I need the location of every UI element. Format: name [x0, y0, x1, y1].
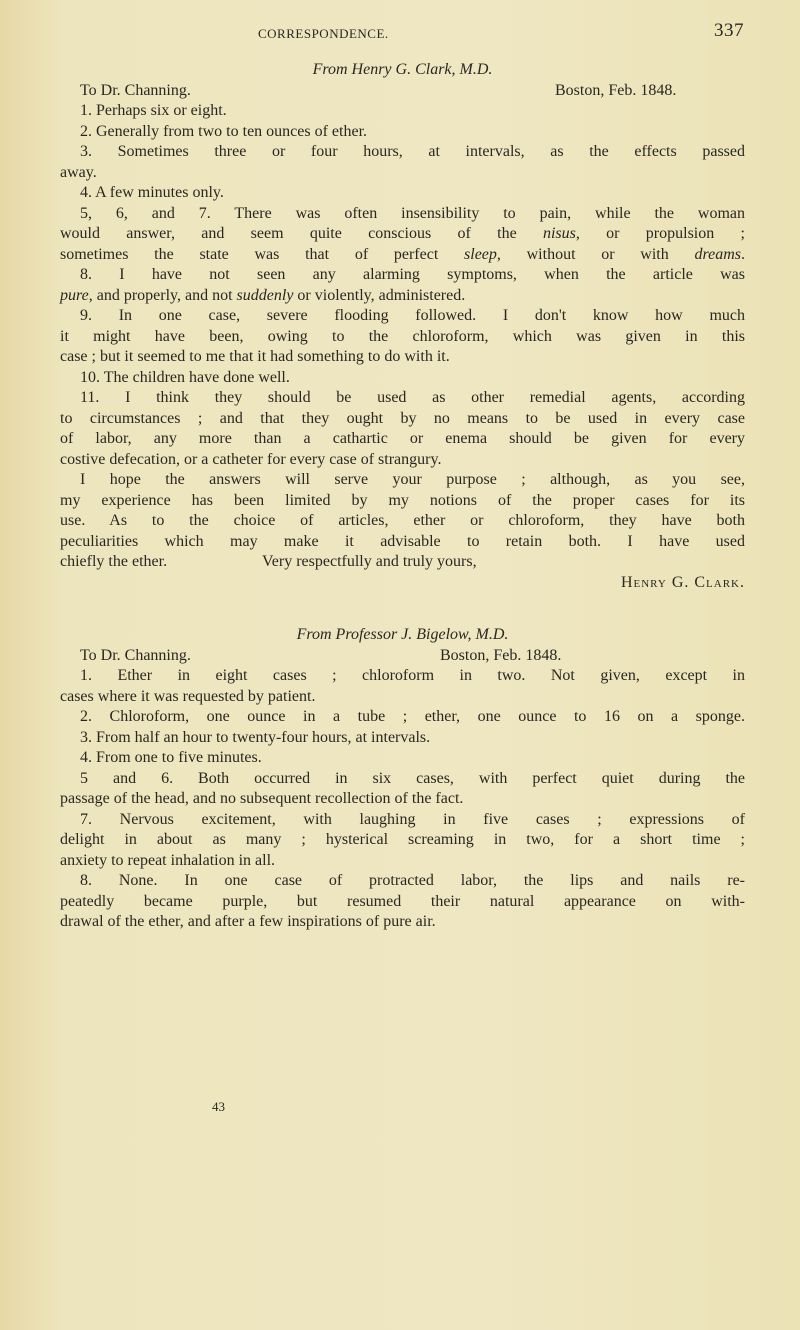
text-segment: or violently, administered. — [293, 286, 466, 304]
signature: Henry G. Clark. — [620, 573, 745, 591]
text-line — [60, 871, 745, 892]
text-segment: 11. I think they should be used as other remedial agents, according — [80, 389, 745, 406]
letter-heading: From Professor J. Bigelow, M.D. — [296, 626, 509, 643]
text-line — [60, 183, 745, 204]
page-number: 337 — [714, 20, 744, 41]
text-line — [60, 450, 745, 471]
text-segment: 3. Sometimes three or four hours, at intervals, as the effects passed — [80, 143, 745, 160]
text-segment: anxiety to repeat inhalation in all. — [60, 851, 276, 869]
text-segment: 2. Chloroform, one ounce in a tube ; ether, one ounce to 16 on a sponge. — [80, 708, 745, 725]
italic-text: suddenly — [236, 286, 294, 304]
text-segment: drawal of the ether, and after a few inspirations of pure air. — [60, 913, 436, 930]
text-segment: . — [741, 245, 745, 263]
text-line — [60, 769, 745, 790]
text-segment: 8. None. In one case of protracted labor, the lips and nails re- — [80, 872, 745, 889]
text-line — [60, 368, 745, 389]
text-line — [60, 687, 745, 708]
place-date: Boston, Feb. 1848. — [440, 646, 562, 664]
text-segment: 2. Generally from two to ten ounces of ether. — [80, 122, 368, 140]
text-line — [60, 511, 745, 532]
text-line — [60, 327, 745, 348]
place-date: Boston, Feb. 1848. — [555, 81, 677, 99]
text-segment: 8. I have not seen any alarming symptoms, when the article was — [80, 266, 745, 283]
text-segment: costive defecation, or a catheter for every case of strangury. — [60, 450, 442, 468]
text-line — [60, 851, 745, 872]
text-line — [60, 748, 745, 769]
text-line — [60, 265, 745, 286]
text-segment: , without or with — [496, 245, 695, 263]
text-line — [60, 142, 745, 163]
salutation: To Dr. Channing. — [80, 646, 191, 664]
text-line — [60, 707, 745, 728]
text-segment: , or propulsion ; — [575, 225, 745, 242]
letter-heading: From Henry G. Clark, M.D. — [312, 61, 493, 78]
salutation-row — [60, 81, 745, 102]
text-line — [60, 245, 745, 266]
text-line — [60, 286, 745, 307]
letter-clark — [60, 60, 745, 593]
salutation-row — [60, 646, 745, 667]
text-segment: 1. Ether in eight cases ; chloroform in two. Not given, except in — [80, 667, 745, 684]
text-line — [60, 666, 745, 687]
text-line — [60, 388, 745, 409]
italic-text: dreams — [694, 245, 741, 263]
text-line — [60, 810, 745, 831]
italic-text: sleep — [464, 245, 497, 263]
text-line — [60, 470, 745, 491]
text-line — [60, 532, 745, 553]
text-segment: 4. From one to five minutes. — [80, 749, 262, 766]
text-segment: away. — [60, 163, 97, 181]
text-segment: of labor, any more than a cathartic or enema should be given for every — [60, 430, 745, 447]
text-line — [60, 204, 745, 225]
text-line — [60, 409, 745, 430]
text-segment: 4. A few minutes only. — [80, 184, 224, 201]
text-line — [60, 912, 745, 933]
text-segment: it might have been, owing to the chloroform, which was given in this — [60, 327, 745, 345]
text-segment: would answer, and seem quite conscious of the — [60, 225, 543, 242]
text-segment: use. As to the choice of articles, ether or chloroform, they have both — [60, 512, 745, 529]
italic-text: pure — [60, 286, 89, 304]
text-segment: 5, 6, and 7. There was often insensibility to pain, while the woman — [80, 204, 745, 222]
text-segment: 5 and 6. Both occurred in six cases, with perfect quiet during the — [80, 769, 745, 787]
text-segment: 1. Perhaps six or eight. — [80, 102, 227, 119]
text-segment: delight in about as many ; hysterical screaming in two, for a short time ; — [60, 831, 745, 848]
text-segment: 7. Nervous excitement, with laughing in five cases ; expressions of — [80, 810, 745, 828]
text-segment: case ; but it seemed to me that it had something to do with it. — [60, 348, 450, 365]
text-line — [60, 224, 745, 245]
text-segment: to circumstances ; and that they ought by no means to be used in every case — [60, 409, 745, 427]
text-segment: 9. In one case, severe flooding followed. I don't know how much — [80, 307, 745, 324]
running-head-title: CORRESPONDENCE. — [258, 26, 389, 41]
text-segment: passage of the head, and no subsequent recollection of the fact. — [60, 790, 464, 807]
salutation: To Dr. Channing. — [80, 81, 191, 99]
text-segment: peatedly became purple, but resumed their natural appearance on with- — [60, 892, 745, 910]
letter-bigelow — [60, 625, 745, 933]
text-line — [60, 789, 745, 810]
text-line — [60, 163, 745, 184]
text-line — [60, 728, 745, 749]
text-line — [60, 306, 745, 327]
text-line — [60, 101, 745, 122]
text-line — [60, 892, 745, 913]
italic-text: nisus — [542, 225, 576, 242]
running-head — [0, 22, 800, 42]
text-segment: 10. The children have done well. — [80, 368, 290, 386]
text-line — [60, 122, 745, 143]
text-line — [60, 830, 745, 851]
text-segment: cases where it was requested by patient. — [60, 687, 316, 705]
text-line — [60, 429, 745, 450]
text-line — [60, 347, 745, 368]
text-segment: I hope the answers will serve your purpose ; although, as you see, — [80, 471, 745, 488]
text-segment: sometimes the state was that of perfect — [60, 245, 465, 263]
text-segment: peculiarities which may make it advisable to retain both. I have used — [60, 532, 745, 550]
closing-row — [60, 552, 745, 573]
text-segment: , and properly, and not — [88, 286, 237, 304]
signature-mark: 43 — [212, 1099, 225, 1114]
text-segment: my experience has been limited by my notions of the proper cases for its — [60, 491, 745, 509]
text-segment: 3. From half an hour to twenty-four hours, at intervals. — [80, 728, 431, 746]
text-line — [60, 491, 745, 512]
closing-lead: chiefly the ether. — [60, 553, 168, 570]
closing: Very respectfully and truly yours, — [262, 553, 477, 570]
